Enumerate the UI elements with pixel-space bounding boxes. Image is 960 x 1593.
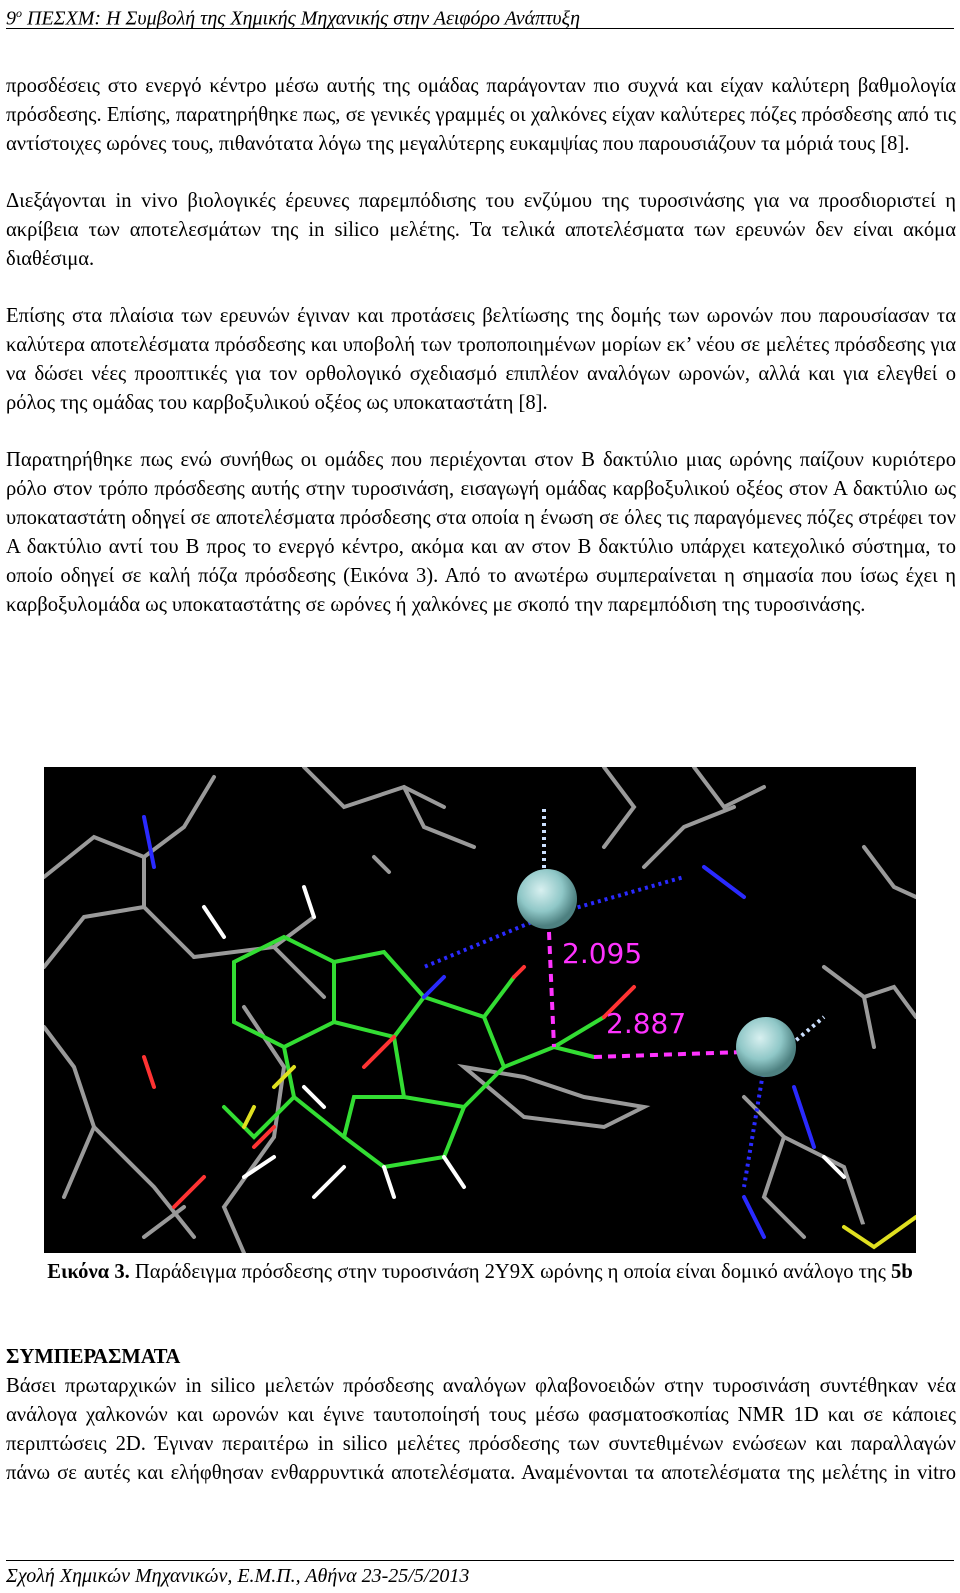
paragraph-2: Διεξάγονται in vivo βιολογικές έρευνες παρεμπόδισης του ενζύμου της τυροσινάσης για να προσδιοριστεί η ακρίβεια των αποτελεσμάτων της in silico μελέτης. Τα τελικά αποτελέσματα των ερευνών δεν είναι ακόμα διαθέσιμα. [6, 190, 956, 270]
paragraph-3: Επίσης στα πλαίσια των ερευνών έγιναν και προτάσεις βελτίωσης της δομής των ωρονών που παρουσίασαν τα καλύτερα αποτελέσματα πρόσδεσης και υποβολή των τροποποιημένων μορίων εκ’ νέου σε μελέτες πρόσδεσης για να δώσει νέες προοπτικές για τον ορθολογικό σχεδιασμό επιπλέον αναλόγων ωρονών, αλλά και για ελεγθεί ο ρόλος της ομάδας του καρβοξυλικού οξέος ως υποκαταστάτη [8]. [6, 305, 956, 414]
running-footer: Σχολή Χημικών Μηχανικών, Ε.Μ.Π., Αθήνα 23-25/5/2013 [6, 1560, 954, 1593]
paragraph-4: Παρατηρήθηκε πως ενώ συνήθως οι ομάδες που περιέχονται στον Β δακτύλιο μιας ωρόνης παίζουν κυριότερο ρόλο στον τρόπο πρόσδεσης αυτής στην τυροσινάση, εισαγωγή ομάδας καρβοξυλικού οξέος στον Α δακτύλιο ως υποκαταστάτη οδηγεί σε αποτελέσματα πρόσδεσης στα οποία η ένωση σε όλες τις παραγόμενες πόζες στρέφει τον Α δακτύλιο αντί του Β προς το ενεργό κέντρο, ακόμα και αν στον Β δακτύλιο υπάρχει κατεχολικό σύστημα, το οποίο οδηγεί σε καλή πόζα πρόσδεσης (Εικόνα 3). Από το ανωτέρω συμπεραίνεται η σημασία που ίσως έχει η καρβοξυλομάδα ως υποκαταστάτης σε ωρόνες ή χαλκόνες με σκοπό την παρεμπόδιση της τυροσινάσης. [6, 449, 956, 616]
docking-figure [44, 767, 916, 1253]
caption-compound: 5b [891, 1261, 913, 1283]
paragraph-1: προσδέσεις στο ενεργό κέντρο μέσω αυτής της ομάδας παράγονταν πιο συχνά και είχαν καλύτερη βαθμολογία πρόσδεσης. Επίσης, παρατηρήθηκε πως, σε γενικές γραμμές οι χαλκόνες είχαν καλύτερες πόζες πρόσδεσης από τις αντίστοιχες ωρόνες τους, πιθανότατα λόγω της μεγαλύτερης ευκαμψίας που παρουσιάζουν τα μόριά τους [8]. [6, 75, 956, 155]
header-ordinal: 9 [6, 7, 16, 30]
distance-label-1: 2.095 [562, 937, 643, 970]
distance-label-2: 2.887 [606, 1007, 687, 1040]
section-heading: ΣΥΜΠΕΡΑΣΜΑΤΑ [6, 1346, 181, 1368]
running-header [6, 0, 954, 29]
caption-label: Εικόνα 3. [47, 1261, 130, 1283]
body-text [6, 72, 956, 648]
molecular-docking-image [44, 767, 916, 1253]
header-ordinal-sup: ο [16, 6, 22, 20]
copper-atom-2 [736, 1017, 796, 1077]
caption-text: Παράδειγμα πρόσδεσης στην τυροσινάση 2Υ9Χ ωρόνης η οποία είναι δομικό ανάλογο της [129, 1261, 892, 1283]
copper-atom-1 [517, 869, 577, 929]
header-title: ΠΕΣΧΜ: Η Συμβολή της Χημικής Μηχανικής στην Αειφόρο Ανάπτυξη [22, 7, 581, 30]
figure-caption [30, 1258, 930, 1287]
conclusion-paragraph: Βάσει πρωταρχικών in silico μελετών πρόσδεσης αναλόγων φλαβονοειδών στην τυροσινάση συντέθηκαν νέα ανάλογα χαλκονών και ωρονών και έγινε ταυτοποίησή τους μέσω φασματοσκοπίας NMR 1D και σε κάποιες περιπτώσεις 2D. Έγιναν περαιτέρω in silico μελέτες πρόσδεσης των συντεθιμένων ενώσεων και παραλλαγών πάνω σε αυτές και ελήφθησαν ενθαρρυντικά αποτελέσματα. Αναμένονται τα αποτελέσματα της μελέτης in vitro [6, 1375, 956, 1484]
